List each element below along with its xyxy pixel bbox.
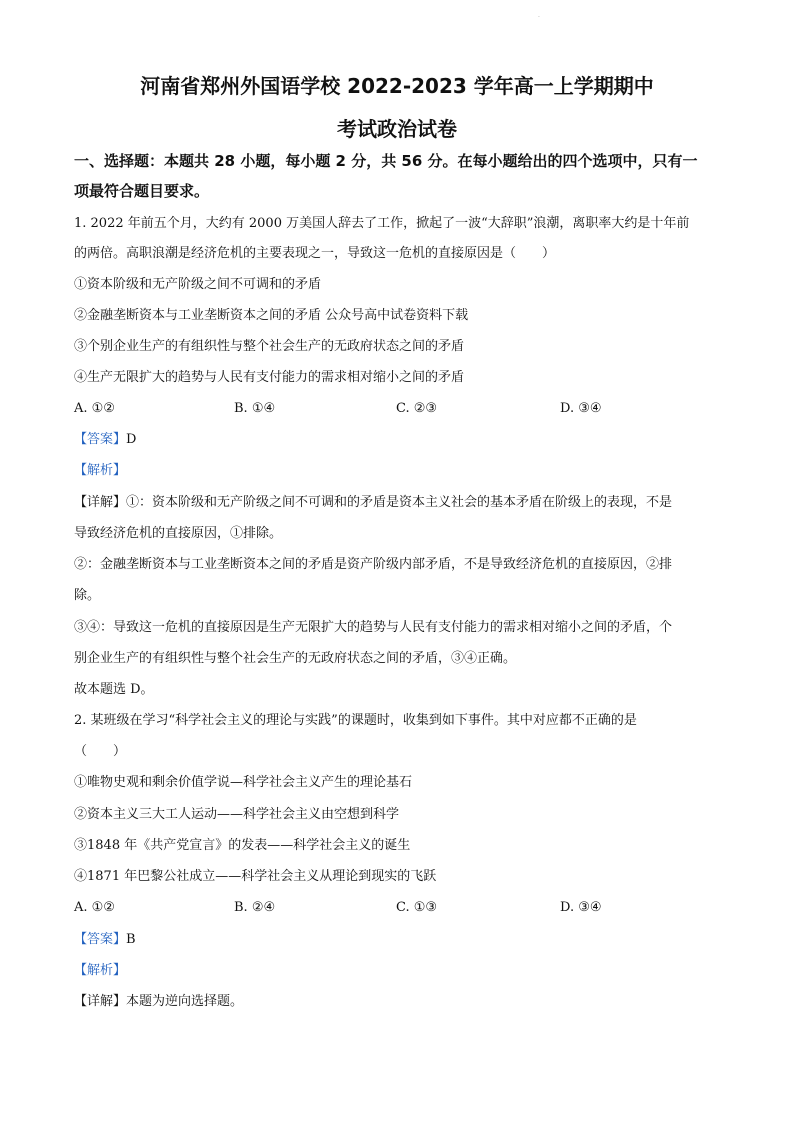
- q1-item-4: ④生产无限扩大的趋势与人民有支付能力的需求相对缩小之间的矛盾: [74, 370, 465, 385]
- q2-answer-line: [74, 930, 734, 950]
- q2-option-d: D. ③④: [560, 900, 602, 915]
- page-title: 河南省郑州外国语学校 2022-2023 学年高一上学期期中: [140, 74, 654, 98]
- section-heading: [74, 146, 724, 206]
- section-heading-line-1: 一、选择题：本题共 28 小题，每小题 2 分，共 56 分。在每小题给出的四个选项中，只有一: [74, 152, 698, 170]
- q1-stem-line-1: 1. 2022 年前五个月，大约有 2000 万美国人辞去了工作，掀起了一波“大辞职”浪潮，离职率大约是十年前: [74, 216, 690, 231]
- q2-answer-tag: 【答案】: [74, 932, 127, 947]
- q1-detail-line-3: ②：金融垄断资本与工业垄断资本之间的矛盾是资产阶级内部矛盾，不是导致经济危机的直接原因，②排: [74, 557, 673, 572]
- q1-detail-tag: 【详解】: [74, 495, 127, 510]
- q1-item-2: ②金融垄断资本与工业垄断资本之间的矛盾 公众号高中试卷资料下载: [74, 308, 469, 323]
- q2-item-2: ②资本主义三大工人运动——科学社会主义由空想到科学: [74, 807, 400, 822]
- q1-conclusion: 故本题选 D。: [74, 682, 154, 697]
- q2-item-1: ①唯物史观和剩余价值学说—科学社会主义产生的理论基石: [74, 775, 413, 790]
- q1-detail-line-2: 导致经济危机的直接原因，①排除。: [74, 526, 283, 541]
- q2-answer: B: [126, 932, 136, 947]
- q1-item-1: ①资本阶级和无产阶级之间不可调和的矛盾: [74, 277, 322, 292]
- q1-analysis-tag: 【解析】: [74, 463, 127, 478]
- q1-item-3: ③个别企业生产的有组织性与整个社会生产的无政府状态之间的矛盾: [74, 339, 465, 354]
- q2-item-3: ③1848 年《共产党宣言》的发表——科学社会主义的诞生: [74, 838, 411, 853]
- page-dot: ·: [538, 14, 540, 21]
- q1-option-c: C. ②③: [396, 401, 438, 416]
- q1-detail-line-6: 别企业生产的有组织性与整个社会生产的无政府状态之间的矛盾，③④正确。: [74, 651, 517, 666]
- q2-option-c: C. ①③: [396, 900, 438, 915]
- q2-detail-text-1: 本题为逆向选择题。: [126, 994, 244, 1009]
- q1-option-d: D. ③④: [560, 401, 602, 416]
- q1-answer-tag: 【答案】: [74, 432, 127, 447]
- q1-detail-line-4: 除。: [74, 588, 101, 603]
- q2-option-a: A. ①②: [74, 900, 115, 915]
- q2-detail-line-1: [74, 992, 734, 1012]
- section-heading-line-2: 项最符合题目要求。: [74, 182, 210, 200]
- q1-detail-line-1: [74, 493, 734, 513]
- q2-option-b: B. ②④: [234, 900, 276, 915]
- q2-stem-line-1: 2. 某班级在学习“科学社会主义的理论与实践”的课题时，收集到如下事件。其中对应都不正确的是: [74, 713, 637, 728]
- q2-stem-line-2: （ ）: [74, 744, 127, 759]
- q2-item-4: ④1871 年巴黎公社成立——科学社会主义从理论到现实的飞跃: [74, 869, 437, 884]
- q2-detail-tag: 【详解】: [74, 994, 127, 1009]
- q1-answer: D: [126, 432, 137, 447]
- q1-option-a: A. ①②: [74, 401, 115, 416]
- q1-stem-line-2: 的两倍。高职浪潮是经济危机的主要表现之一，导致这一危机的直接原因是（ ）: [74, 246, 556, 261]
- q2-analysis-tag: 【解析】: [74, 963, 127, 978]
- page-subtitle: 考试政治试卷: [337, 117, 457, 141]
- q1-option-b: B. ①④: [234, 401, 276, 416]
- q1-detail-line-5: ③④：导致这一危机的直接原因是生产无限扩大的趋势与人民有支付能力的需求相对缩小之间的矛盾，个: [74, 620, 673, 635]
- q1-detail-text-1: ①：资本阶级和无产阶级之间不可调和的矛盾是资本主义社会的基本矛盾在阶级上的表现，不是: [126, 495, 673, 510]
- q1-answer-line: [74, 430, 734, 450]
